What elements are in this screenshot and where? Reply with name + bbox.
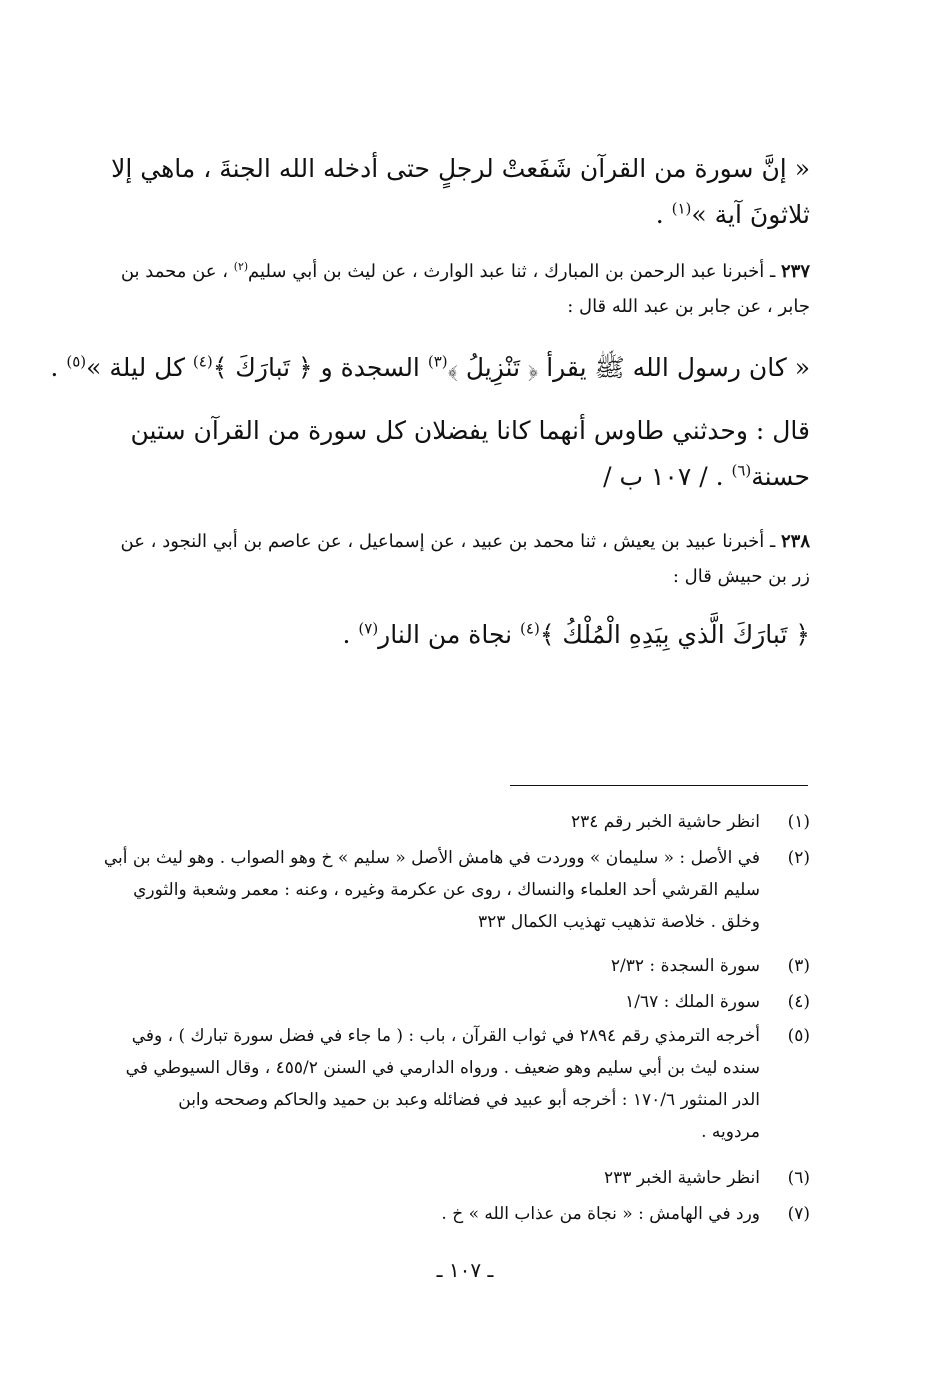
- footnote-number: (١): [787, 812, 810, 832]
- footnote-1: [110, 806, 810, 838]
- hadith-quote-2: [50, 345, 810, 391]
- quote-line: قال : وحدثني طاوس أنهما كانا يفضلان كل سورة من القرآن ستين: [130, 416, 810, 445]
- footnote-6: [110, 1162, 810, 1194]
- footnote-ref: (٦): [731, 461, 752, 480]
- footnote-ref: (١): [671, 199, 692, 218]
- footnote-text: انظر حاشية الخبر ٢٣٣: [604, 1168, 760, 1188]
- page-number: ـ ١٠٧ ـ: [436, 1258, 494, 1282]
- footnote-text: انظر حاشية الخبر رقم ٢٣٤: [570, 812, 760, 832]
- footnote-text: سورة الملك : ١/٦٧: [625, 992, 760, 1012]
- footnote-7: [110, 1198, 810, 1230]
- footnote-ref: (٢): [233, 260, 249, 273]
- footnote-separator: [510, 785, 808, 786]
- footnote-text: ورد في الهامش : « نجاة من عذاب الله » خ .: [441, 1204, 760, 1224]
- isnad-line: ٢٣٨ ـ أخبرنا عبيد بن يعيش ، ثنا محمد بن عبيد ، عن إسماعيل ، عن عاصم بن أبي النجود ، عن: [120, 531, 810, 552]
- footnote-number: (٥): [787, 1026, 810, 1046]
- footnote-text: أخرجه الترمذي رقم ٢٨٩٤ في ثواب القرآن ، باب : ( ما جاء في فضل سورة تبارك ) ، وفي سنده ليث بن أبي سليم وهو ضعيف . ورواه الدارمي في السنن ٤٥٥/٢ ، وقال السيوطي في الدر المنثور ١٧٠/٦ : أخرجه أبو عبيد في فضائله وعبد بن حميد والحاكم وصححه وابن مردويه .: [125, 1026, 760, 1142]
- footnote-ref: (٤): [192, 352, 213, 371]
- footnote-text: في الأصل : « سليمان » ووردت في هامش الأصل « سليم » خ وهو الصواب . وهو ليث بن أبي سليم القرشي أحد العلماء والنساك ، روى عن عكرمة وغيره ، وعنه : معمر وشعبة والثوري وخلق . خلاصة تذهيب تهذيب الكمال ٣٢٣: [103, 848, 760, 932]
- hadith-quote-4: [110, 612, 810, 658]
- isnad-line: زر بن حبيش قال :: [672, 566, 810, 587]
- report-237: [110, 254, 810, 324]
- isnad-line: جابر ، عن جابر بن عبد الله قال :: [567, 296, 810, 317]
- report-number: ٢٣٨: [780, 531, 810, 552]
- quote-line: حسنة$^{(٦)}$ . / ١٠٧ ب /: [603, 461, 810, 491]
- footnote-ref: (٣): [427, 352, 448, 371]
- footnote-number: (٤): [787, 992, 810, 1012]
- footnote-number: (٣): [787, 956, 810, 976]
- isnad-line: ٢٣٧ ـ أخبرنا عبد الرحمن بن المبارك ، ثنا عبد الوارث ، عن ليث بن أبي سليم$^{(٢)}$ ، عن محمد بن: [120, 260, 810, 282]
- footnote-ref: (٤): [520, 619, 540, 638]
- footnote-5: [110, 1020, 810, 1148]
- footnote-2: [103, 842, 810, 938]
- report-238: [110, 524, 810, 594]
- footnote-number: (٧): [787, 1204, 810, 1224]
- quote-line: « إنَّ سورة من القرآن شَفَعتْ لرجلٍ حتى أدخله الله الجنةَ ، ماهي إلا: [111, 154, 810, 183]
- footnote-number: (٢): [787, 848, 810, 868]
- quote-line: ﴿ تَبارَكَ الَّذي بِيَدِهِ الْمُلْكُ ﴾$^{(٤)}$ نجاة من النار$^{(٧)}$ .: [342, 619, 810, 649]
- footnote-text: سورة السجدة : ٢/٣٢: [610, 956, 760, 976]
- quote-line: « كان رسول الله ﷺ يقرأ ﴿ تَنْزِيلُ ﴾$^{(٣)}$ السجدة و ﴿ تَبارَكَ ﴾$^{(٤)}$ كل ليلة »$^{(٥)}$ .: [50, 352, 810, 382]
- hadith-quote-3: [110, 408, 810, 500]
- report-number: ٢٣٧: [780, 261, 810, 282]
- footnote-ref: (٧): [358, 619, 379, 638]
- footnote-number: (٦): [787, 1168, 810, 1188]
- footnote-ref: (٥): [66, 352, 87, 371]
- quote-line: ثلاثونَ آية »$^{(١)}$ .: [655, 199, 810, 229]
- footnote-4: [110, 986, 810, 1018]
- hadith-quote-1: [110, 146, 810, 238]
- footnote-3: [110, 950, 810, 982]
